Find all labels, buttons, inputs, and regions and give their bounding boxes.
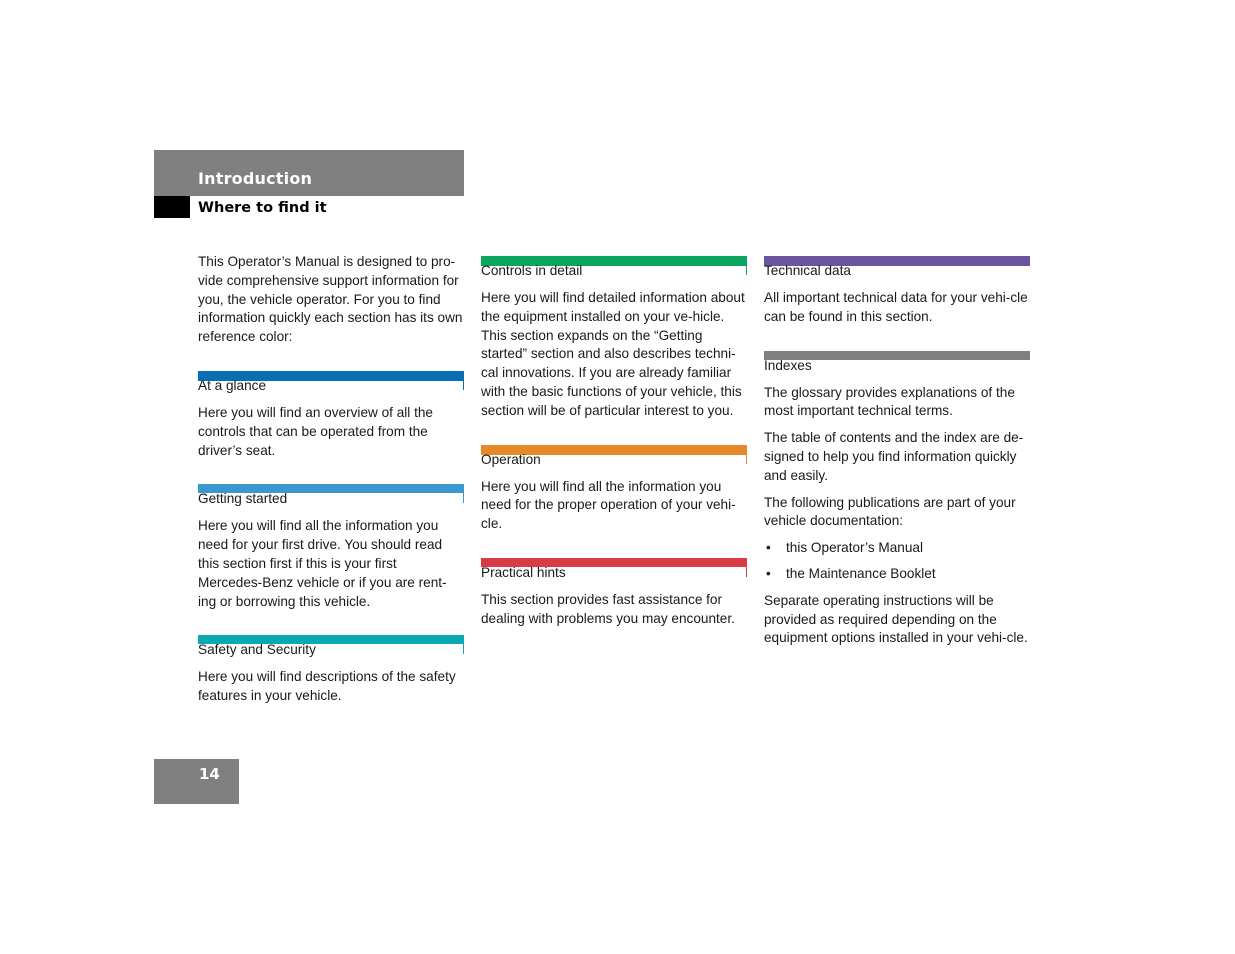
section-head — [198, 377, 464, 393]
column-right — [764, 256, 1030, 656]
section-text: This section provides fast assistance for dealing with problems you may encounter. — [481, 591, 735, 626]
section-controls — [481, 256, 747, 421]
section-text: Here you will find an overview of all the controls that can be operated from the driver’s seat. — [198, 404, 433, 458]
section-text: The glossary provides explanations of the most important technical terms. — [764, 384, 1015, 419]
section-head — [764, 357, 1030, 373]
section-technical — [764, 256, 1030, 327]
section-title: Technical data — [764, 263, 851, 278]
section-title: At a glance — [198, 377, 267, 393]
section-operation — [481, 445, 747, 534]
section-title: Practical hints — [481, 564, 566, 580]
section-text: All important technical data for your vehi-cle can be found in this section. — [764, 290, 1028, 324]
section-text: Here you will find descriptions of the safety features in your vehicle. — [198, 669, 456, 704]
section-indexes — [764, 351, 1030, 649]
list-item: • the Maintenance Booklet — [764, 565, 1030, 584]
section-text: The following publications are part of your vehicle documentation: — [764, 494, 1016, 529]
section-at-a-glance — [198, 371, 464, 460]
section-head — [481, 564, 747, 580]
section-title: Controls in detail — [481, 263, 583, 278]
section-text: Here you will find all the information you need for the proper operation of your vehi-cle. — [481, 478, 736, 532]
section-getting-started — [198, 484, 464, 611]
page-subtitle: Where to find it — [198, 200, 327, 216]
section-safety — [198, 635, 464, 706]
section-marker — [154, 196, 190, 218]
section-head — [481, 451, 747, 467]
section-text: Here you will find detailed information about the equipment installed on your ve-hicle. This section expands on the “Getting started” section and also describes techni-cal innovations. If you are already familiar with the basic functions of your vehicle, this section will be of particular interest to you. — [481, 290, 745, 418]
section-title: Operation — [481, 451, 541, 467]
section-head — [198, 642, 464, 658]
section-text: Here you will find all the information you need for your first drive. You should read this section first if this is your first Mercedes-Benz vehicle or if you are rent-ing or borrowing this vehicle. — [198, 518, 447, 609]
chapter-title: Introduction — [198, 169, 313, 188]
section-head — [198, 491, 464, 507]
section-text: Separate operating instructions will be provided as required depending on the equipment options installed in your vehi-cle. — [764, 592, 1028, 646]
column-middle — [481, 256, 747, 637]
publication-list — [764, 539, 1030, 584]
section-title: Safety and Security — [198, 642, 316, 658]
section-head — [764, 263, 1030, 278]
section-practical — [481, 558, 747, 629]
column-left — [198, 253, 464, 714]
section-title: Indexes — [764, 357, 812, 373]
intro-text: This Operator’s Manual is designed to pro-vide comprehensive support information for you, the vehicle operator. For you to find information quickly each section has its own reference color: — [198, 254, 463, 345]
section-title: Getting started — [198, 491, 288, 507]
page-number-box — [154, 759, 239, 804]
section-head — [481, 263, 747, 278]
list-item: • this Operator’s Manual — [764, 539, 1030, 558]
page-number: 14 — [199, 765, 220, 783]
section-text: The table of contents and the index are de-signed to help you find information quickly and easily. — [764, 430, 1024, 483]
